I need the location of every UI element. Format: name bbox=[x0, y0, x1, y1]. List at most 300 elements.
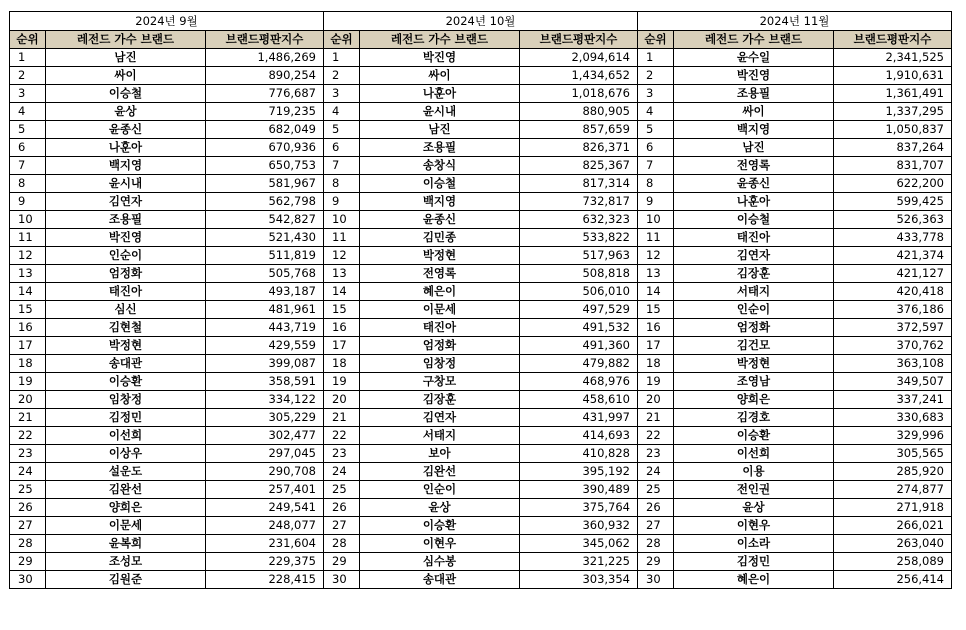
table-row bbox=[638, 517, 952, 535]
brand-name-cell: 조용필 bbox=[674, 85, 834, 103]
brand-name-cell: 이용 bbox=[674, 463, 834, 481]
score-cell: 732,817 bbox=[520, 193, 638, 211]
table-row bbox=[638, 499, 952, 517]
score-header: 브랜드평판지수 bbox=[206, 31, 324, 49]
rank-cell: 3 bbox=[10, 85, 46, 103]
rank-cell: 22 bbox=[638, 427, 674, 445]
rank-cell: 12 bbox=[10, 247, 46, 265]
table-row bbox=[10, 139, 324, 157]
brand-name-cell: 이선희 bbox=[674, 445, 834, 463]
table-row bbox=[324, 337, 638, 355]
score-cell: 857,659 bbox=[520, 121, 638, 139]
rank-cell: 20 bbox=[10, 391, 46, 409]
score-cell: 285,920 bbox=[834, 463, 952, 481]
brand-name-cell: 서태지 bbox=[360, 427, 520, 445]
table-row bbox=[10, 301, 324, 319]
rank-cell: 19 bbox=[10, 373, 46, 391]
score-cell: 481,961 bbox=[206, 301, 324, 319]
brand-name-cell: 김정민 bbox=[674, 553, 834, 571]
brand-name-cell: 박진영 bbox=[46, 229, 206, 247]
score-cell: 258,089 bbox=[834, 553, 952, 571]
score-cell: 363,108 bbox=[834, 355, 952, 373]
table-row bbox=[638, 319, 952, 337]
brand-name-cell: 혜은이 bbox=[674, 571, 834, 589]
table-row bbox=[638, 445, 952, 463]
score-cell: 334,122 bbox=[206, 391, 324, 409]
table-row bbox=[324, 103, 638, 121]
score-cell: 376,186 bbox=[834, 301, 952, 319]
score-cell: 1,486,269 bbox=[206, 49, 324, 67]
brand-name-cell: 인순이 bbox=[674, 301, 834, 319]
table-row bbox=[324, 283, 638, 301]
score-cell: 305,565 bbox=[834, 445, 952, 463]
score-cell: 1,050,837 bbox=[834, 121, 952, 139]
score-cell: 305,229 bbox=[206, 409, 324, 427]
rank-cell: 1 bbox=[324, 49, 360, 67]
score-cell: 360,932 bbox=[520, 517, 638, 535]
table-row bbox=[10, 535, 324, 553]
table-row bbox=[638, 229, 952, 247]
brand-header: 레전드 가수 브랜드 bbox=[674, 31, 834, 49]
score-cell: 599,425 bbox=[834, 193, 952, 211]
brand-name-cell: 김완선 bbox=[360, 463, 520, 481]
score-cell: 511,819 bbox=[206, 247, 324, 265]
rank-cell: 25 bbox=[638, 481, 674, 499]
brand-name-cell: 박정현 bbox=[46, 337, 206, 355]
score-cell: 826,371 bbox=[520, 139, 638, 157]
table-row bbox=[324, 229, 638, 247]
table-row bbox=[10, 283, 324, 301]
score-cell: 2,341,525 bbox=[834, 49, 952, 67]
score-cell: 271,918 bbox=[834, 499, 952, 517]
rank-cell: 3 bbox=[324, 85, 360, 103]
table-row bbox=[324, 67, 638, 85]
table-row bbox=[324, 391, 638, 409]
score-cell: 420,418 bbox=[834, 283, 952, 301]
score-cell: 1,361,491 bbox=[834, 85, 952, 103]
rank-cell: 20 bbox=[638, 391, 674, 409]
table-row bbox=[324, 85, 638, 103]
rank-cell: 13 bbox=[324, 265, 360, 283]
score-cell: 231,604 bbox=[206, 535, 324, 553]
rank-cell: 13 bbox=[638, 265, 674, 283]
brand-name-cell: 이승환 bbox=[46, 373, 206, 391]
score-cell: 632,323 bbox=[520, 211, 638, 229]
brand-header: 레전드 가수 브랜드 bbox=[360, 31, 520, 49]
rank-cell: 23 bbox=[324, 445, 360, 463]
brand-name-cell: 나훈아 bbox=[46, 139, 206, 157]
table-row bbox=[638, 49, 952, 67]
rank-cell: 30 bbox=[10, 571, 46, 589]
table-row bbox=[10, 319, 324, 337]
table-row bbox=[324, 319, 638, 337]
brand-name-cell: 엄정화 bbox=[46, 265, 206, 283]
rank-cell: 4 bbox=[10, 103, 46, 121]
score-cell: 375,764 bbox=[520, 499, 638, 517]
table-row bbox=[638, 67, 952, 85]
brand-name-cell: 엄정화 bbox=[360, 337, 520, 355]
brand-name-cell: 조성모 bbox=[46, 553, 206, 571]
table-row bbox=[10, 409, 324, 427]
brand-name-cell: 양희은 bbox=[674, 391, 834, 409]
rank-cell: 10 bbox=[324, 211, 360, 229]
score-cell: 468,976 bbox=[520, 373, 638, 391]
score-cell: 650,753 bbox=[206, 157, 324, 175]
score-cell: 581,967 bbox=[206, 175, 324, 193]
table-row bbox=[10, 85, 324, 103]
brand-name-cell: 임창정 bbox=[46, 391, 206, 409]
score-cell: 682,049 bbox=[206, 121, 324, 139]
brand-name-cell: 태진아 bbox=[360, 319, 520, 337]
score-cell: 533,822 bbox=[520, 229, 638, 247]
rank-cell: 26 bbox=[638, 499, 674, 517]
table-row bbox=[10, 211, 324, 229]
rank-cell: 25 bbox=[324, 481, 360, 499]
score-cell: 890,254 bbox=[206, 67, 324, 85]
rank-cell: 23 bbox=[638, 445, 674, 463]
table-row bbox=[10, 571, 324, 589]
score-cell: 395,192 bbox=[520, 463, 638, 481]
table-row bbox=[638, 283, 952, 301]
brand-name-cell: 김장훈 bbox=[674, 265, 834, 283]
table-row bbox=[324, 427, 638, 445]
score-header: 브랜드평판지수 bbox=[834, 31, 952, 49]
brand-name-cell: 이현우 bbox=[674, 517, 834, 535]
table-row bbox=[10, 229, 324, 247]
table-row bbox=[638, 409, 952, 427]
table-row bbox=[10, 49, 324, 67]
table-row bbox=[638, 193, 952, 211]
score-cell: 562,798 bbox=[206, 193, 324, 211]
rank-cell: 14 bbox=[10, 283, 46, 301]
rank-cell: 16 bbox=[10, 319, 46, 337]
brand-name-cell: 심신 bbox=[46, 301, 206, 319]
score-cell: 421,127 bbox=[834, 265, 952, 283]
brand-name-cell: 박진영 bbox=[360, 49, 520, 67]
rank-cell: 15 bbox=[10, 301, 46, 319]
score-cell: 506,010 bbox=[520, 283, 638, 301]
month-table bbox=[323, 11, 638, 589]
score-cell: 303,354 bbox=[520, 571, 638, 589]
table-row bbox=[10, 427, 324, 445]
brand-name-cell: 박정현 bbox=[360, 247, 520, 265]
score-cell: 817,314 bbox=[520, 175, 638, 193]
rank-cell: 2 bbox=[638, 67, 674, 85]
rank-cell: 6 bbox=[638, 139, 674, 157]
brand-name-cell: 이상우 bbox=[46, 445, 206, 463]
rank-cell: 24 bbox=[638, 463, 674, 481]
table-row bbox=[638, 553, 952, 571]
brand-name-cell: 이문세 bbox=[46, 517, 206, 535]
rank-cell: 18 bbox=[10, 355, 46, 373]
rank-cell: 7 bbox=[638, 157, 674, 175]
brand-name-cell: 이승철 bbox=[360, 175, 520, 193]
brand-name-cell: 서태지 bbox=[674, 283, 834, 301]
rank-cell: 30 bbox=[638, 571, 674, 589]
rank-cell: 29 bbox=[10, 553, 46, 571]
score-cell: 517,963 bbox=[520, 247, 638, 265]
table-row bbox=[324, 517, 638, 535]
score-cell: 880,905 bbox=[520, 103, 638, 121]
brand-name-cell: 조용필 bbox=[46, 211, 206, 229]
rank-cell: 30 bbox=[324, 571, 360, 589]
brand-name-cell: 백지영 bbox=[360, 193, 520, 211]
rank-cell: 7 bbox=[10, 157, 46, 175]
rank-cell: 2 bbox=[10, 67, 46, 85]
brand-name-cell: 윤종신 bbox=[46, 121, 206, 139]
table-row bbox=[10, 265, 324, 283]
rank-cell: 29 bbox=[638, 553, 674, 571]
score-cell: 345,062 bbox=[520, 535, 638, 553]
rank-cell: 27 bbox=[10, 517, 46, 535]
table-row bbox=[10, 373, 324, 391]
table-row bbox=[324, 481, 638, 499]
rank-cell: 16 bbox=[324, 319, 360, 337]
score-cell: 372,597 bbox=[834, 319, 952, 337]
table-row bbox=[324, 175, 638, 193]
score-cell: 1,337,295 bbox=[834, 103, 952, 121]
score-cell: 249,541 bbox=[206, 499, 324, 517]
table-row bbox=[10, 247, 324, 265]
rank-cell: 23 bbox=[10, 445, 46, 463]
table-row bbox=[638, 355, 952, 373]
table-row bbox=[324, 445, 638, 463]
brand-name-cell: 김경호 bbox=[674, 409, 834, 427]
table-row bbox=[638, 427, 952, 445]
brand-name-cell: 김민종 bbox=[360, 229, 520, 247]
rank-cell: 12 bbox=[638, 247, 674, 265]
brand-header: 레전드 가수 브랜드 bbox=[46, 31, 206, 49]
brand-name-cell: 싸이 bbox=[674, 103, 834, 121]
table-row bbox=[638, 139, 952, 157]
table-row bbox=[638, 463, 952, 481]
score-cell: 491,360 bbox=[520, 337, 638, 355]
rank-cell: 16 bbox=[638, 319, 674, 337]
score-cell: 493,187 bbox=[206, 283, 324, 301]
brand-name-cell: 윤시내 bbox=[360, 103, 520, 121]
table-row bbox=[324, 211, 638, 229]
table-row bbox=[324, 355, 638, 373]
table-row bbox=[10, 553, 324, 571]
brand-name-cell: 윤종신 bbox=[360, 211, 520, 229]
score-cell: 256,414 bbox=[834, 571, 952, 589]
month-title: 2024년 10월 bbox=[324, 12, 638, 31]
rank-cell: 12 bbox=[324, 247, 360, 265]
table-row bbox=[324, 121, 638, 139]
brand-name-cell: 박진영 bbox=[674, 67, 834, 85]
brand-name-cell: 윤수일 bbox=[674, 49, 834, 67]
score-cell: 1,434,652 bbox=[520, 67, 638, 85]
table-row bbox=[10, 193, 324, 211]
brand-name-cell: 태진아 bbox=[46, 283, 206, 301]
month-table bbox=[637, 11, 952, 589]
rank-cell: 14 bbox=[638, 283, 674, 301]
brand-name-cell: 나훈아 bbox=[360, 85, 520, 103]
score-cell: 263,040 bbox=[834, 535, 952, 553]
table-row bbox=[638, 175, 952, 193]
table-row bbox=[10, 391, 324, 409]
score-cell: 399,087 bbox=[206, 355, 324, 373]
rank-cell: 19 bbox=[638, 373, 674, 391]
brand-name-cell: 싸이 bbox=[360, 67, 520, 85]
rank-cell: 15 bbox=[638, 301, 674, 319]
table-row bbox=[10, 463, 324, 481]
table-row bbox=[324, 49, 638, 67]
rank-cell: 21 bbox=[10, 409, 46, 427]
rank-cell: 6 bbox=[324, 139, 360, 157]
brand-name-cell: 남진 bbox=[46, 49, 206, 67]
rank-cell: 24 bbox=[324, 463, 360, 481]
brand-name-cell: 이승철 bbox=[674, 211, 834, 229]
score-cell: 505,768 bbox=[206, 265, 324, 283]
rank-cell: 18 bbox=[324, 355, 360, 373]
rank-cell: 11 bbox=[324, 229, 360, 247]
rank-cell: 8 bbox=[638, 175, 674, 193]
brand-name-cell: 송창식 bbox=[360, 157, 520, 175]
brand-name-cell: 전영록 bbox=[360, 265, 520, 283]
rank-cell: 5 bbox=[324, 121, 360, 139]
brand-name-cell: 보아 bbox=[360, 445, 520, 463]
table-row bbox=[638, 211, 952, 229]
score-cell: 329,996 bbox=[834, 427, 952, 445]
brand-name-cell: 박정현 bbox=[674, 355, 834, 373]
rank-cell: 10 bbox=[10, 211, 46, 229]
table-row bbox=[10, 481, 324, 499]
brand-name-cell: 윤종신 bbox=[674, 175, 834, 193]
brand-name-cell: 백지영 bbox=[674, 121, 834, 139]
table-row bbox=[10, 175, 324, 193]
header-row bbox=[10, 31, 324, 49]
rank-header: 순위 bbox=[10, 31, 46, 49]
brand-name-cell: 이현우 bbox=[360, 535, 520, 553]
score-cell: 297,045 bbox=[206, 445, 324, 463]
rank-cell: 5 bbox=[638, 121, 674, 139]
score-cell: 229,375 bbox=[206, 553, 324, 571]
table-row bbox=[324, 409, 638, 427]
score-cell: 719,235 bbox=[206, 103, 324, 121]
header-row bbox=[638, 31, 952, 49]
rank-cell: 19 bbox=[324, 373, 360, 391]
table-row bbox=[638, 391, 952, 409]
rank-cell: 11 bbox=[638, 229, 674, 247]
rank-cell: 26 bbox=[324, 499, 360, 517]
rank-cell: 28 bbox=[638, 535, 674, 553]
brand-name-cell: 나훈아 bbox=[674, 193, 834, 211]
table-row bbox=[10, 445, 324, 463]
brand-name-cell: 김연자 bbox=[360, 409, 520, 427]
brand-name-cell: 남진 bbox=[674, 139, 834, 157]
rank-cell: 9 bbox=[324, 193, 360, 211]
brand-name-cell: 이승환 bbox=[360, 517, 520, 535]
rank-cell: 18 bbox=[638, 355, 674, 373]
rank-cell: 20 bbox=[324, 391, 360, 409]
brand-name-cell: 혜은이 bbox=[360, 283, 520, 301]
rank-cell: 21 bbox=[324, 409, 360, 427]
rank-cell: 14 bbox=[324, 283, 360, 301]
score-cell: 497,529 bbox=[520, 301, 638, 319]
rank-cell: 9 bbox=[10, 193, 46, 211]
rank-cell: 1 bbox=[10, 49, 46, 67]
score-cell: 521,430 bbox=[206, 229, 324, 247]
score-cell: 443,719 bbox=[206, 319, 324, 337]
rank-cell: 5 bbox=[10, 121, 46, 139]
brand-name-cell: 송대관 bbox=[360, 571, 520, 589]
table-row bbox=[638, 373, 952, 391]
rank-header: 순위 bbox=[638, 31, 674, 49]
table-row bbox=[10, 103, 324, 121]
brand-name-cell: 임창정 bbox=[360, 355, 520, 373]
brand-name-cell: 싸이 bbox=[46, 67, 206, 85]
score-cell: 526,363 bbox=[834, 211, 952, 229]
score-header: 브랜드평판지수 bbox=[520, 31, 638, 49]
score-cell: 1,910,631 bbox=[834, 67, 952, 85]
rank-cell: 10 bbox=[638, 211, 674, 229]
rank-cell: 17 bbox=[10, 337, 46, 355]
table-row bbox=[10, 121, 324, 139]
table-row bbox=[324, 157, 638, 175]
brand-name-cell: 윤상 bbox=[46, 103, 206, 121]
table-row bbox=[638, 121, 952, 139]
score-cell: 248,077 bbox=[206, 517, 324, 535]
score-cell: 776,687 bbox=[206, 85, 324, 103]
brand-name-cell: 설운도 bbox=[46, 463, 206, 481]
rank-cell: 17 bbox=[324, 337, 360, 355]
score-cell: 349,507 bbox=[834, 373, 952, 391]
brand-name-cell: 인순이 bbox=[46, 247, 206, 265]
score-cell: 337,241 bbox=[834, 391, 952, 409]
table-row bbox=[324, 535, 638, 553]
brand-name-cell: 남진 bbox=[360, 121, 520, 139]
table-row bbox=[10, 67, 324, 85]
table-row bbox=[638, 265, 952, 283]
rank-header: 순위 bbox=[324, 31, 360, 49]
brand-name-cell: 김완선 bbox=[46, 481, 206, 499]
score-cell: 257,401 bbox=[206, 481, 324, 499]
score-cell: 433,778 bbox=[834, 229, 952, 247]
table-row bbox=[324, 265, 638, 283]
brand-name-cell: 전영록 bbox=[674, 157, 834, 175]
brand-name-cell: 김연자 bbox=[674, 247, 834, 265]
rank-cell: 15 bbox=[324, 301, 360, 319]
score-cell: 358,591 bbox=[206, 373, 324, 391]
month-table bbox=[9, 11, 324, 589]
brand-name-cell: 김원준 bbox=[46, 571, 206, 589]
table-row bbox=[324, 139, 638, 157]
rank-cell: 28 bbox=[10, 535, 46, 553]
brand-name-cell: 이선희 bbox=[46, 427, 206, 445]
rank-cell: 8 bbox=[10, 175, 46, 193]
header-row bbox=[324, 31, 638, 49]
table-row bbox=[324, 499, 638, 517]
table-row bbox=[324, 571, 638, 589]
score-cell: 330,683 bbox=[834, 409, 952, 427]
table-row bbox=[324, 463, 638, 481]
score-cell: 837,264 bbox=[834, 139, 952, 157]
rank-cell: 7 bbox=[324, 157, 360, 175]
rank-cell: 28 bbox=[324, 535, 360, 553]
rank-cell: 2 bbox=[324, 67, 360, 85]
brand-name-cell: 이문세 bbox=[360, 301, 520, 319]
rank-cell: 4 bbox=[638, 103, 674, 121]
brand-name-cell: 이승환 bbox=[674, 427, 834, 445]
table-row bbox=[10, 499, 324, 517]
score-cell: 1,018,676 bbox=[520, 85, 638, 103]
brand-name-cell: 태진아 bbox=[674, 229, 834, 247]
score-cell: 228,415 bbox=[206, 571, 324, 589]
brand-name-cell: 조용필 bbox=[360, 139, 520, 157]
month-title: 2024년 11월 bbox=[638, 12, 952, 31]
brand-name-cell: 윤상 bbox=[674, 499, 834, 517]
